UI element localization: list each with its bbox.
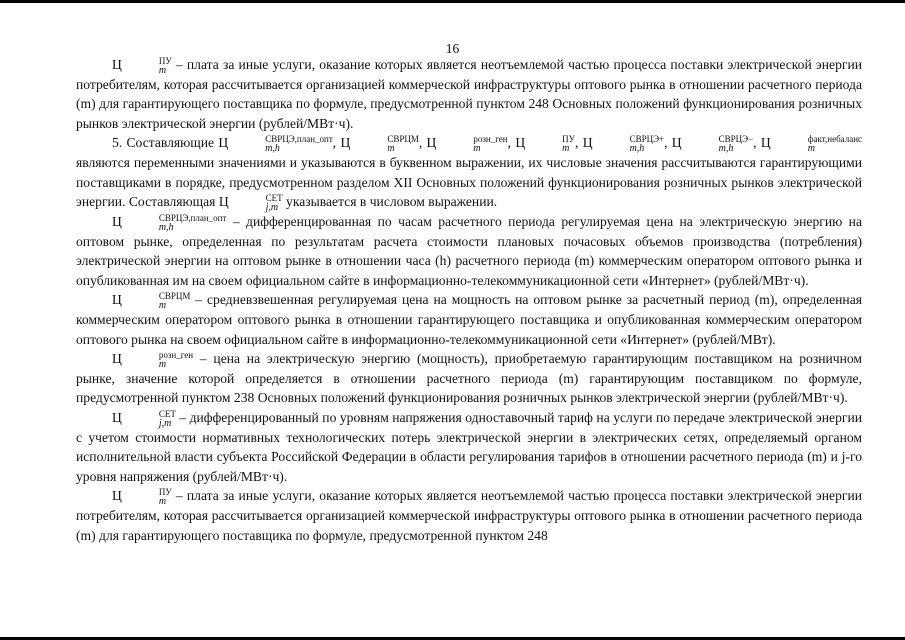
- paragraph-svrce-definition: Ц СВРЦЭ,план_опт m,h – дифференцированная по часам расчетного периода регулируемая цена на электрическую энергию на оптовом рынке, определенная по результатам расчета стоимости плановых почасовых объемов производства (потребления) электрической энергии на оптовом рынке в отношении часа (h) расчетного периода (m) коммерческим оператором оптового рынка и опубликованная им на своем официальном сайте в информационно-телекоммуникационной сети «Интернет» (рублей/МВт·ч).: [76, 213, 862, 288]
- formula-symbol: Ц розн_ген m: [112, 350, 194, 371]
- paragraph-set-definition: Ц СЕТ j,m – дифференцированный по уровням напряжения одноставочный тариф на услуги по передаче электрической энергии с учетом стоимости нормативных технологических потерь электрической энергии в электрических сетях, определяемый органом исполнительной власти субъекта Российской Федерации в области регулирования тарифов в отношении расчетного периода (m) и j-го уровня напряжения (рублей/МВт·ч).: [76, 408, 862, 484]
- document-body: [76, 55, 862, 545]
- paragraph-pu-definition-repeat: Ц ПУ m – плата за иные услуги, оказание которых является неотъемлемой частью процесса поставки электрической энергии потребителям, которая рассчитывается организацией коммерческой инфраструктуры оптового рынка в отношении расчетного периода (m) для гарантирующего поставщика по формуле, предусмотренной пунктом 248: [76, 487, 862, 543]
- paragraph-svrcm-definition: Ц СВРЦМ m – средневзвешенная регулируемая цена на мощность на оптовом рынке за расчетный период (m), определенная коммерческим оператором оптового рынка в отношении гарантирующего поставщика и опубликованная коммерческим оператором оптового рынка на своем официальном сайте в информационно-телекоммуникационной сети «Интернет» (рублей/МВт).: [76, 291, 862, 347]
- formula-symbol: Ц факт,небаланс m: [760, 134, 863, 155]
- formula-symbol: Ц СЕТ j,m: [218, 193, 283, 214]
- paragraph-components: 5. Составляющие Ц СВРЦЭ,план_опт m,h , Ц СВРЦМ m , Ц розн_ген m , Ц ПУ m , Ц СВРЦЭ+ m,h , Ц СВРЦЭ− m,h , Ц факт,небаланс m являются переменными значениями и указываются в буквенном выражении, их числовые значения рассчитываются гарантирующими поставщиками в порядке, предусмотренном разделом XII Основных положений функционирования розничных рынков электрической энергии. Составляющая Ц СЕТ j,m указывается в числовом выражении.: [76, 134, 863, 214]
- paragraph-rozn-gen-definition: Ц розн_ген m – цена на электрическую энергию (мощность), приобретаемую гарантирующим поставщиком на розничном рынке, значение которой определяется в отношении расчетного периода (m) гарантирующим поставщиком по формуле, предусмотренной пунктом 238 Основных положений функционирования розничных рынков электрической энергии (рублей/МВт·ч).: [76, 350, 862, 406]
- formula-symbol: Ц розн_ген m: [426, 134, 508, 155]
- formula-symbol: Ц СВРЦЭ− m,h: [671, 134, 754, 155]
- scan-border-top: [0, 0, 905, 3]
- formula-symbol: Ц ПУ m: [112, 56, 172, 76]
- formula-symbol: Ц СВРЦМ m: [340, 134, 419, 155]
- formula-symbol: Ц ПУ m: [515, 134, 576, 155]
- paragraph-pu-definition: Ц ПУ m – плата за иные услуги, оказание которых является неотъемлемой частью процесса поставки электрической энергии потребителям, которая рассчитывается организацией коммерческой инфраструктуры оптового рынка в отношении расчетного периода (m) для гарантирующего поставщика по формуле, предусмотренной пунктом 248 Основных положений функционирования розничных рынков электрической энергии (рублей/МВт·ч).: [76, 56, 862, 131]
- formula-symbol: Ц СВРЦЭ,план_опт m,h: [112, 213, 227, 234]
- formula-symbol: Ц ПУ m: [112, 487, 172, 508]
- formula-symbol: Ц СВРЦЭ+ m,h: [582, 134, 665, 155]
- formula-symbol: Ц СВРЦМ m: [112, 291, 191, 312]
- page-number: 16: [445, 41, 460, 56]
- formula-symbol: Ц СЕТ j,m: [112, 408, 176, 429]
- formula-symbol: Ц СВРЦЭ,план_опт m,h: [218, 134, 333, 155]
